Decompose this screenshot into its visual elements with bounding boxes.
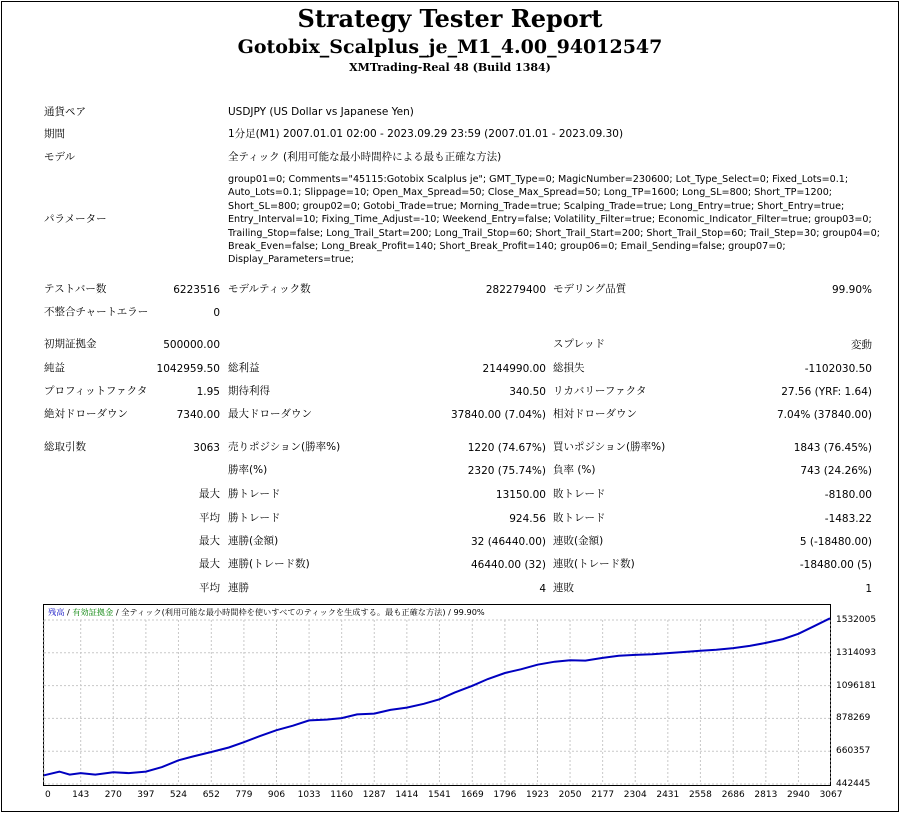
x-tick-label: 2304 <box>623 790 647 800</box>
balance-line <box>44 618 830 775</box>
x-tick-label: 3067 <box>819 790 843 800</box>
y-tick-label: 660357 <box>836 746 871 757</box>
balance-chart-plot <box>43 604 831 786</box>
max-cons-loss-value: -18480.00 (5) <box>799 559 872 571</box>
max-cons-wins-value: 32 (46440.00) <box>471 536 546 548</box>
x-tick-label: 2686 <box>721 790 745 800</box>
x-tick-label: 1287 <box>362 790 386 800</box>
x-tick-label: 779 <box>235 790 253 800</box>
bars-label: テストバー数 <box>44 283 107 295</box>
max-dd-value: 37840.00 (7.04%) <box>451 409 546 421</box>
payoff-label: 期待利得 <box>228 385 270 397</box>
long-value: 1843 (76.45%) <box>793 442 872 454</box>
long-label: 買いポジション(勝率%) <box>553 441 666 453</box>
ticks-value: 282279400 <box>485 284 546 296</box>
abs-dd-value: 7340.00 <box>176 409 220 421</box>
avg2-prefix: 平均 <box>199 582 220 594</box>
mismatch-value: 0 <box>213 307 220 319</box>
params-value: group01=0; Comments="45115:Gotobix Scalplus je"; GMT_Type=0; MagicNumber=230600; Lot_Type_Select=0; Fixed_Lots=0.1; Auto_Lots=0.1; Slippage=10; Open_Max_Spread=50; Close_Max_Spread=50; Long_TP=1600; Long_SL=800; Short_TP=1200; Short_SL=800; group02=0; Gotobi_Trade=true; Morning_Trade=true; Scalping_Trade=true; Long_Entry=true; Short_Entry=true; Entry_Interval=10; Fixing_Time_Adjust=-10; Weekend_Entry=false; Volatility_Filter=true; Economic_Indicator_Filter=true; group03=0; Trailing_Stop=false; Long_Trail_Start=200; Long_Trail_Stop=60; Short_Trail_Start=200; Short_Trail_Stop=60; Trail_Step=30; group04=0; Break_Even=false; Long_Break_Profit=140; Short_Break_Profit=140; group06=0; Email_Sending=false; group07=0; Display_Parameters=true; <box>228 174 880 266</box>
avg-loss-label: 敗トレード <box>553 512 606 524</box>
server-info: XMTrading-Real 48 (Build 1384) <box>349 61 551 74</box>
x-tick-label: 1541 <box>427 790 451 800</box>
legend-sep: / <box>113 607 122 617</box>
x-tick-label: 2431 <box>656 790 680 800</box>
report-title: Strategy Tester Report <box>297 4 603 33</box>
legend-sep: / <box>64 607 73 617</box>
mismatch-label: 不整合チャートエラー <box>44 306 149 318</box>
x-tick-label: 2177 <box>591 790 615 800</box>
win-label: 勝率(%) <box>228 464 268 476</box>
x-tick-label: 397 <box>137 790 155 800</box>
largest-loss-value: -8180.00 <box>824 489 872 501</box>
model-label: モデル <box>44 151 75 163</box>
x-tick-label: 2813 <box>754 790 778 800</box>
y-tick-label: 878269 <box>836 713 871 724</box>
rel-dd-label: 相対ドローダウン <box>553 408 637 420</box>
payoff-value: 340.50 <box>509 386 546 398</box>
x-tick-label: 652 <box>202 790 220 800</box>
spread-label: スプレッド <box>553 338 605 350</box>
avg-cons-losses-label: 連敗 <box>553 582 574 594</box>
params-label: パラメーター <box>44 213 107 225</box>
x-tick-label: 1923 <box>526 790 549 800</box>
deposit-label: 初期証拠金 <box>44 338 97 350</box>
y-tick-label: 1532005 <box>836 615 877 625</box>
short-label: 売りポジション(勝率%) <box>228 441 341 453</box>
y-tick-label: 442445 <box>836 779 871 789</box>
recovery-value: 27.56 (YRF: 1.64) <box>781 386 872 398</box>
max-prefix: 最大 <box>199 535 220 547</box>
ticks-label: モデルティック数 <box>228 283 311 295</box>
period-value: 1分足(M1) 2007.01.01 02:00 - 2023.09.29 23:59 (2007.01.01 - 2023.09.30) <box>228 128 624 140</box>
quality-label: モデリング品質 <box>553 283 627 295</box>
max-cons-loss-label: 連敗(トレード数) <box>553 558 635 570</box>
x-tick-label: 1033 <box>297 790 321 800</box>
x-tick-label: 2558 <box>688 790 712 800</box>
abs-dd-label: 絶対ドローダウン <box>44 408 128 420</box>
period-label: 期間 <box>44 128 65 140</box>
gross-loss-label: 総損失 <box>553 362 585 374</box>
deposit-value: 500000.00 <box>163 339 220 351</box>
gross-loss-value: -1102030.50 <box>804 363 872 375</box>
avg-cons-losses-value: 1 <box>865 583 872 595</box>
largest-win-value: 13150.00 <box>495 489 546 501</box>
trades-label: 総取引数 <box>44 441 86 453</box>
y-tick-label: 1096181 <box>836 680 877 691</box>
max-cons-profit-value: 46440.00 (32) <box>471 559 546 571</box>
x-tick-label: 906 <box>267 790 286 800</box>
x-tick-label: 2050 <box>558 790 582 800</box>
x-tick-label: 2940 <box>786 790 810 800</box>
max-dd-label: 最大ドローダウン <box>228 408 312 420</box>
pf-value: 1.95 <box>196 386 220 398</box>
trades-value: 3063 <box>193 442 220 454</box>
avg-win-label: 勝トレード <box>228 512 281 524</box>
max-cons-losses-value: 5 (-18480.00) <box>799 536 872 548</box>
x-tick-label: 143 <box>72 790 90 800</box>
avg-cons-wins-label: 連勝 <box>228 582 249 594</box>
recovery-label: リカバリーファクタ <box>553 385 647 397</box>
quality-value: 99.90% <box>831 284 872 296</box>
gross-profit-value: 2144990.00 <box>482 363 546 375</box>
largest-win-label: 勝トレード <box>228 488 281 500</box>
net-value: 1042959.50 <box>156 363 220 375</box>
average-prefix: 平均 <box>199 512 220 524</box>
chart-legend <box>48 607 485 618</box>
largest-prefix: 最大 <box>199 488 220 500</box>
symbol-value: USDJPY (US Dollar vs Japanese Yen) <box>228 106 414 118</box>
avg-cons-wins-value: 4 <box>539 583 546 595</box>
report-subtitle: Gotobix_Scalplus_je_M1_4.00_94012547 <box>237 36 663 58</box>
avg-loss-value: -1483.22 <box>824 513 872 525</box>
x-tick-label: 270 <box>104 790 122 800</box>
legend-balance: 残高 <box>48 607 65 617</box>
max-cons-losses-label: 連敗(金額) <box>553 535 604 547</box>
x-tick-label: 1160 <box>330 790 354 800</box>
y-tick-label: 1314093 <box>836 647 877 658</box>
x-tick-label: 1414 <box>395 790 419 800</box>
legend-model: 全ティック(利用可能な最小時間枠を使いすべてのティックを生成する。最も正確な方法) / 99.90% <box>121 607 485 617</box>
x-tick-label: 1669 <box>460 790 484 800</box>
max-cons-wins-label: 連勝(金額) <box>228 535 279 547</box>
win-value: 2320 (75.74%) <box>467 465 546 477</box>
x-tick-label: 1796 <box>493 790 517 800</box>
rel-dd-value: 7.04% (37840.00) <box>777 409 872 421</box>
legend-equity: 有効証拠金 <box>72 607 114 617</box>
symbol-label: 通貨ペア <box>44 106 86 118</box>
avg-win-value: 924.56 <box>509 513 546 525</box>
spread-value: 変動 <box>851 339 872 351</box>
gross-profit-label: 総利益 <box>228 362 260 374</box>
max-cons-profit-label: 連勝(トレード数) <box>228 558 310 570</box>
x-tick-label: 0 <box>45 790 51 800</box>
loss-value: 743 (24.26%) <box>800 465 872 477</box>
x-tick-label: 524 <box>169 790 188 800</box>
model-value: 全ティック (利用可能な最小時間枠による最も正確な方法) <box>228 151 502 163</box>
short-value: 1220 (74.67%) <box>467 442 546 454</box>
max2-prefix: 最大 <box>199 558 220 570</box>
loss-label: 負率 (%) <box>553 464 596 476</box>
net-label: 純益 <box>44 362 65 374</box>
pf-label: プロフィットファクタ <box>44 385 148 397</box>
bars-value: 6223516 <box>173 284 220 296</box>
largest-loss-label: 敗トレード <box>553 488 606 500</box>
